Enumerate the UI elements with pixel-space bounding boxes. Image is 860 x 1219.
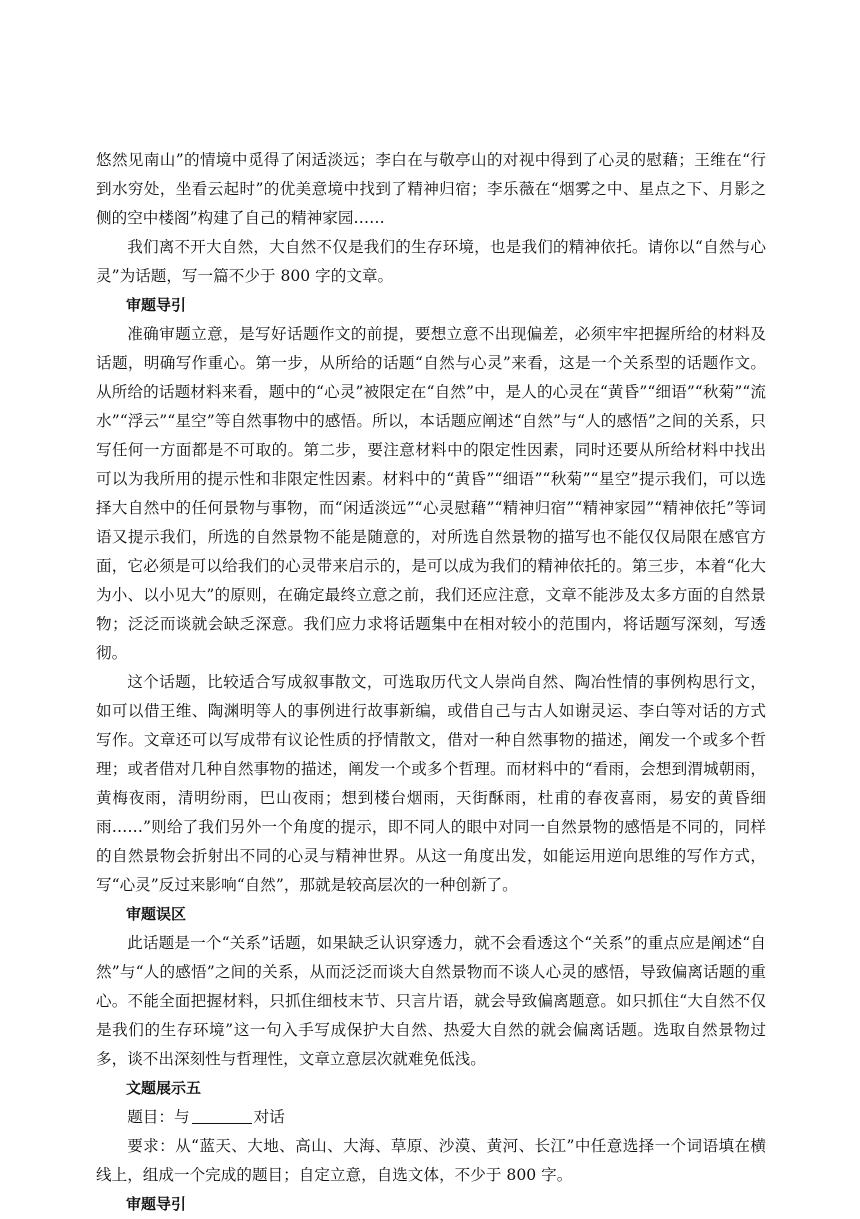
topic-suffix: 对话 [253, 1108, 285, 1126]
intro-paragraph: 悠然见南山”的情境中觅得了闲适淡远；李白在与敬亭山的对视中得到了心灵的慰藉；王维在“行到水穷处，坐看云起时”的优美意境中找到了精神归宿；李乐薇在“烟雾之中、星点之下、月影之侧的空中楼阁”构建了自己的精神家园…… [96, 151, 766, 227]
show-heading: 文题展示五 [126, 1079, 202, 1097]
guide-paragraph-2: 这个话题，比较适合写成叙事散文，可选取历代文人崇尚自然、陶冶性情的事例构思行文，如可以借王维、陶渊明等人的事例进行故事新编，或借自己与古人如谢灵运、李白等对话的方式写作。文章还可以写成带有议论性质的抒情散文，借对一种自然事物的描述，阐发一个或多个哲理；或者借对几种自然事物的描述，阐发一个或多个哲理。而材料中的“看雨，会想到渭城朝雨，黄梅夜雨，清明纷雨，巴山夜雨；想到楼台烟雨，天街酥雨，杜甫的春夜喜雨，易安的黄昏细雨……”则给了我们另外一个角度的提示，即不同人的眼中对同一自然景物的感悟是不同的，同样的自然景物会折射出不同的心灵与精神世界。从这一角度出发，如能运用逆向思维的写作方式，写“心灵”反过来影响“自然”，那就是较高层次的一种创新了。 [96, 673, 766, 894]
topic-blank [192, 1107, 252, 1124]
error-heading: 审题误区 [126, 905, 187, 923]
guide-heading-2: 审题导引 [126, 1195, 187, 1213]
requirement-paragraph: 要求：从“蓝天、大地、高山、大海、草原、沙漠、黄河、长江”中任意选择一个词语填在横线上，组成一个完成的题目；自定立意，自选文体，不少于 800 字。 [96, 1137, 766, 1184]
topic-line [96, 1103, 766, 1132]
topic-prefix: 题目：与 [127, 1108, 190, 1126]
guide-heading: 审题导引 [126, 296, 187, 314]
error-paragraph: 此话题是一个“关系”话题，如果缺乏认识穿透力，就不会看透这个“关系”的重点应是阐述“自然”与“人的感悟”之间的关系，从而泛泛而谈大自然景物而不谈人心灵的感悟，导致偏离话题的重心。不能全面把握材料，只抓住细枝末节、只言片语，就会导致偏离题意。如只抓住“大自然不仅是我们的生存环境”这一句入手写成保护大自然、热爱大自然的就会偏离话题。选取自然景物过多，谈不出深刻性与哲理性，文章立意层次就难免低浅。 [96, 934, 766, 1068]
guide-paragraph-1: 准确审题立意，是写好话题作文的前提，要想立意不出现偏差，必须牢牢把握所给的材料及话题，明确写作重心。第一步，从所给的话题“自然与心灵”来看，这是一个关系型的话题作文。从所给的话题材料来看，题中的“心灵”被限定在“自然”中，是人的心灵在“黄昏”“细语”“秋菊”“流水”“浮云”“星空”等自然事物中的感悟。所以，本话题应阐述“自然”与“人的感悟”之间的关系，只写任何一方面都是不可取的。第二步，要注意材料中的限定性因素，同时还要从所给材料中找出可以为我所用的提示性和非限定性因素。材料中的“黄昏”“细语”“秋菊”“星空”提示我们，可以选择大自然中的任何景物与事物，而“闲适淡远”“心灵慰藉”“精神归宿”“精神家园”“精神依托”等词语又提示我们，所选的自然景物不能是随意的，对所选自然景物的描写也不能仅仅局限在感官方面，它必须是可以给我们的心灵带来启示的，是可以成为我们的精神依托的。第三步，本着“化大为小、以小见大”的原则，在确定最终立意之前，我们还应注意，文章不能涉及太多方面的自然景物；泛泛而谈就会缺乏深意。我们应力求将话题集中在相对较小的范围内，将话题写深刻，写透彻。 [96, 325, 766, 662]
document-page [96, 146, 766, 1219]
prompt-paragraph: 我们离不开大自然，大自然不仅是我们的生存环境，也是我们的精神依托。请你以“自然与心灵”为话题，写一篇不少于 800 字的文章。 [96, 238, 766, 285]
